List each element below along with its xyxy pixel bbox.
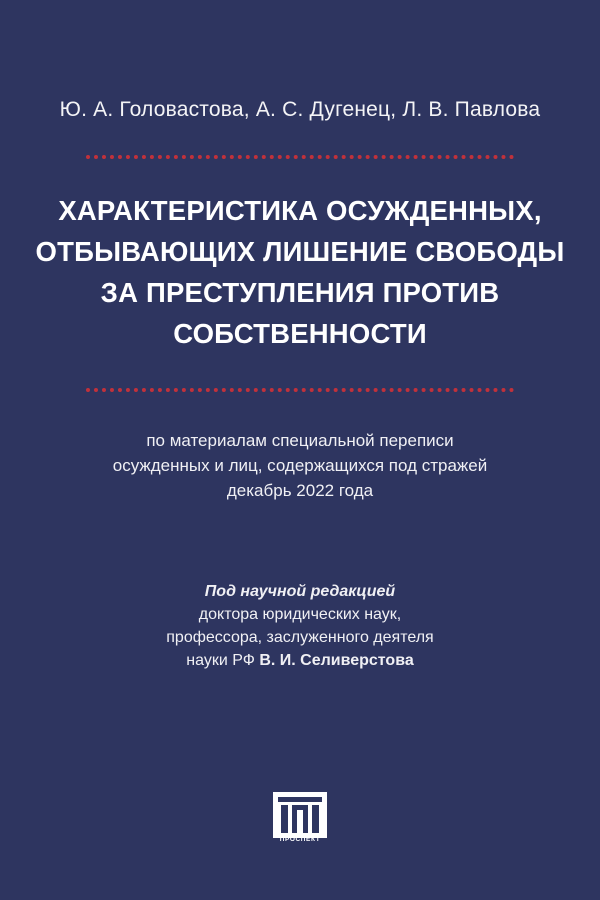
title-line: ОТБЫВАЮЩИХ ЛИШЕНИЕ СВОБОДЫ [35, 236, 565, 267]
editorial-prefix: науки РФ [186, 652, 255, 669]
editorial-line: профессора, заслуженного деятеля [166, 629, 434, 646]
subtitle-line: декабрь 2022 года [226, 481, 374, 500]
title-line: СОБСТВЕННОСТИ [173, 318, 427, 349]
book-subtitle [40, 428, 560, 503]
editorial-line: доктора юридических наук, [198, 606, 402, 623]
editorial-last-line [40, 649, 560, 672]
title-line: ХАРАКТЕРИСТИКА ОСУЖДЕННЫХ, [58, 195, 542, 226]
editorial-block [40, 580, 560, 672]
publisher-logo [273, 792, 327, 838]
divider-top [86, 155, 514, 159]
divider-bottom [86, 388, 514, 392]
subtitle-line: по материалам специальной переписи [146, 431, 454, 450]
subtitle-line: осужденных и лиц, содержащихся под стражей [112, 456, 488, 475]
editor-name: В. И. Селиверстова [259, 652, 414, 669]
authors: Ю. А. Головастова, А. С. Дугенец, Л. В. Павлова [59, 98, 541, 121]
book-title [30, 190, 570, 354]
title-line: ЗА ПРЕСТУПЛЕНИЯ ПРОТИВ [100, 277, 500, 308]
editorial-heading: Под научной редакцией [204, 583, 396, 600]
publisher-name: ПРОСПЕКТ [279, 836, 321, 843]
